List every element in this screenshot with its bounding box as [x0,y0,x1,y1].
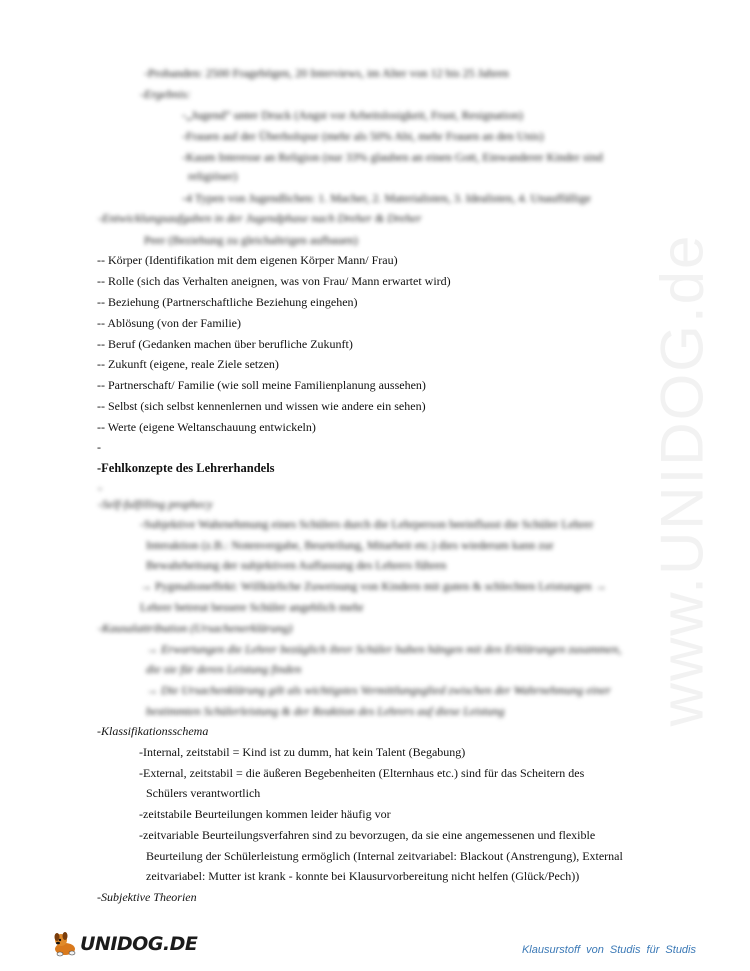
unidog-logo [52,930,197,958]
list-item: -- Partnerschaft/ Familie (wie soll meine Familienplanung aussehen) [97,378,426,392]
list-item: -- Ablösung (von der Familie) [97,316,241,330]
blurred-line: die sie für deren Leistung finden [146,662,302,676]
blurred-line: → Erwartungen die Lehrer bezüglich ihrer Schüler haben hängen mit den Erklärungen zusammen, [146,642,622,656]
blurred-line: religiöser) [188,169,238,183]
list-item: Schülers verantwortlich [146,786,261,800]
blurred-line: → Die Ursachenklärung gilt als wichtigstes Vermittlungsglied zwischen der Wahrnehmung einer [146,683,611,697]
blurred-line: Peer (Beziehung zu gleichaltrigen aufbauen) [144,233,358,247]
subheading: -Subjektive Theorien [97,890,197,904]
dog-icon [52,931,78,957]
section-heading: -Fehlkonzepte des Lehrerhandels [97,461,275,475]
blurred-line: → Pygmalioneffekt: Willkürliche Zuweisung von Kindern mit guten & schlechten Leistungen → [140,579,607,593]
list-item: -- Werte (eigene Weltanschauung entwickeln) [97,420,316,434]
blurred-line: -Probanden: 2500 Fragebögen, 20 Interviews, im Alter von 12 bis 25 Jahren [144,66,509,80]
blurred-line: -Subjektive Wahrnehmung eines Schülers durch die Lehrperson beeinflusst die Schüler Lehrer [140,517,594,531]
list-item: -Internal, zeitstabil = Kind ist zu dumm, hat kein Talent (Begabung) [139,745,466,759]
blurred-line: -Self-fulfilling prophecy [98,497,213,511]
list-item: -- Zukunft (eigene, reale Ziele setzen) [97,357,279,371]
blurred-line: bestimmten Schülerleistung & der Reaktion des Lehrers auf diese Leistung [146,704,505,718]
list-item: Beurteilung der Schülerleistung ermöglich (Internal zeitvariabel: Blackout (Anstrengung), External [146,849,623,863]
blurred-line: - [98,481,102,495]
blurred-line: -Kaum Interesse an Religion (nur 33% glauben an einen Gott, Einwanderer Kinder sind [182,150,603,164]
blurred-line: -Kausalattribution (Ursachenerklärung) [98,621,293,635]
list-item: -- Körper (Identifikation mit dem eigenen Körper Mann/ Frau) [97,253,398,267]
footer-tagline: Klausurstoff von Studis für Studis [521,944,696,956]
separator-dash: - [97,440,101,454]
list-item: -- Beruf (Gedanken machen über berufliche Zukunft) [97,337,353,351]
watermark-text: www.UNIDOG.de [648,233,716,727]
blurred-line: Lehrer betreut bessere Schüler angeblich mehr [140,600,364,614]
blurred-line: -„Jugend“ unter Druck (Angst vor Arbeitslosigkeit, Frust, Resignation) [182,108,523,122]
list-item: -- Rolle (sich das Verhalten aneignen, was von Frau/ Mann erwartet wird) [97,274,451,288]
blurred-line: -4 Typen von Jugendlichen: 1. Macher, 2. Materialisten, 3. Idealisten, 4. Unauffällige [182,191,591,205]
subheading: -Klassifikationsschema [97,724,209,738]
blurred-line: Interaktion (z.B.: Notenvergabe, Beurteilung, Mitarbeit etc.) dies wiederum kann zur [146,538,554,552]
list-item: -- Selbst (sich selbst kennenlernen und wissen wie andere ein sehen) [97,399,426,413]
blurred-line: -Entwicklungsaufgaben in der Jugendphase nach Dreher & Dreher [98,211,422,225]
list-item: -zeitvariable Beurteilungsverfahren sind zu bevorzugen, da sie eine angemessenen und flexible [139,828,596,842]
list-item: -- Beziehung (Partnerschaftliche Beziehung eingehen) [97,295,358,309]
blurred-line: -Ergebnis: [140,87,191,101]
list-item: -zeitstabile Beurteilungen kommen leider häufig vor [139,807,391,821]
list-item: -External, zeitstabil = die äußeren Begebenheiten (Elternhaus etc.) sind für das Scheitern des [139,766,585,780]
list-item: zeitvariabel: Mutter ist krank - konnte bei Klausurvorbereitung nicht helfen (Glück/Pech)) [146,869,580,883]
logo-text: UNIDOG.DE [80,933,198,955]
blurred-line: -Frauen auf der Überholspur (mehr als 50% Abi, mehr Frauen an den Unis) [182,129,544,143]
blurred-line: Bewahrheitung der subjektiven Auffassung des Lehrers führen [146,558,447,572]
